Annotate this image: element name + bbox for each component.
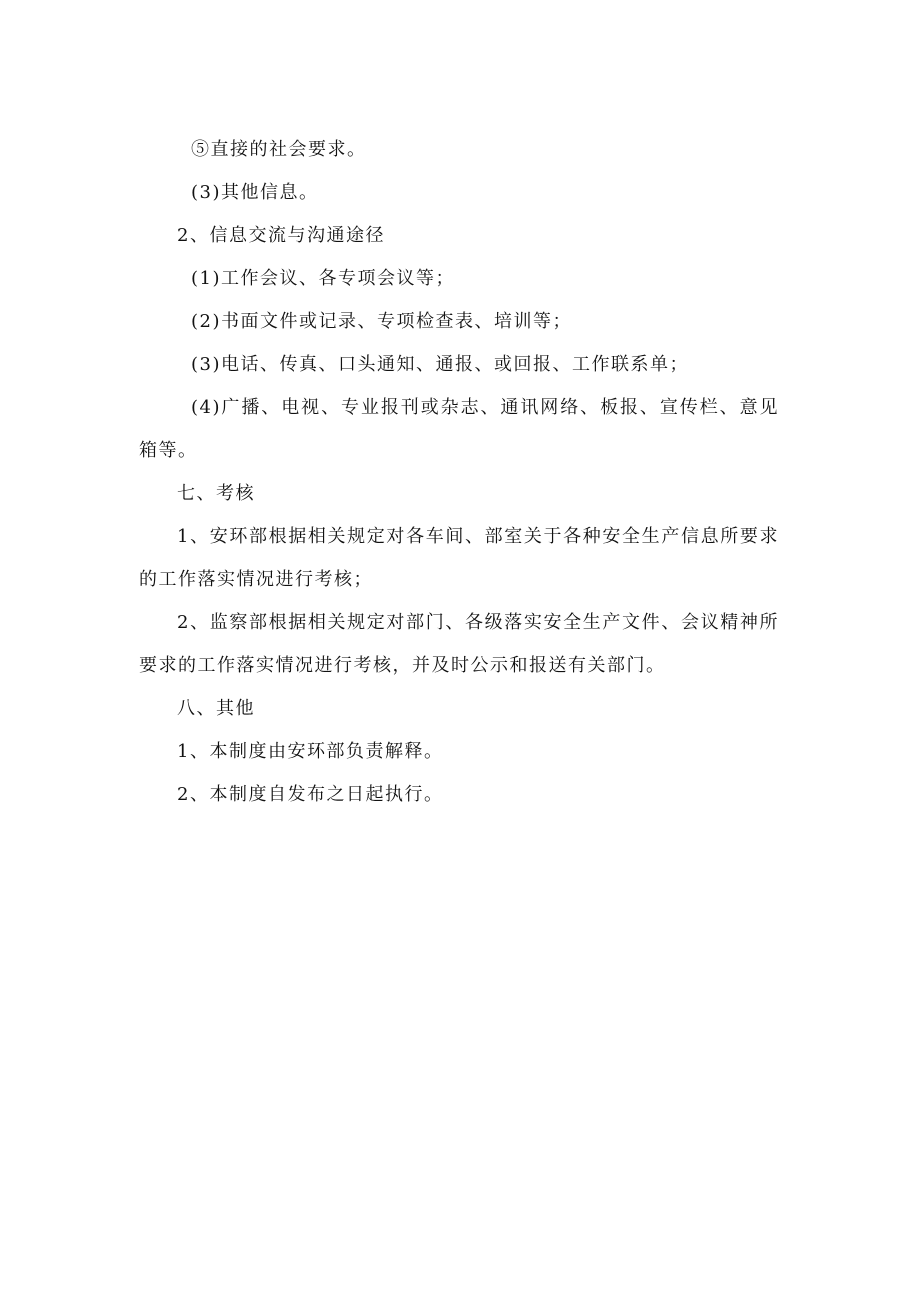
item-telephone-fax: (3)电话、传真、口头通知、通报、或回报、工作联系单；	[191, 354, 689, 375]
section-heading-other: 八、其他	[177, 698, 255, 719]
section-heading-assessment: 七、考核	[177, 483, 255, 504]
section-heading-communication-channels: 2、信息交流与沟通途径	[177, 225, 385, 246]
other-item-1: 1、本制度由安环部负责解释。	[177, 741, 444, 762]
item-broadcast-tv: (4)广播、电视、专业报刊或杂志、通讯网络、板报、宣传栏、意见箱等。	[139, 397, 779, 461]
item-written-documents: (2)书面文件或记录、专项检查表、培训等；	[191, 311, 572, 332]
assessment-item-2: 2、监察部根据相关规定对部门、各级落实安全生产文件、会议精神所要求的工作落实情况进行考核，并及时公示和报送有关部门。	[139, 612, 779, 676]
item-direct-social-requirements: ⑤直接的社会要求。	[191, 139, 367, 160]
item-other-information: (3)其他信息。	[191, 182, 319, 203]
other-item-2: 2、本制度自发布之日起执行。	[177, 784, 444, 805]
assessment-item-1: 1、安环部根据相关规定对各车间、部室关于各种安全生产信息所要求的工作落实情况进行考核；	[139, 526, 779, 590]
document-body	[139, 128, 779, 816]
item-work-meetings: (1)工作会议、各专项会议等；	[191, 268, 455, 289]
